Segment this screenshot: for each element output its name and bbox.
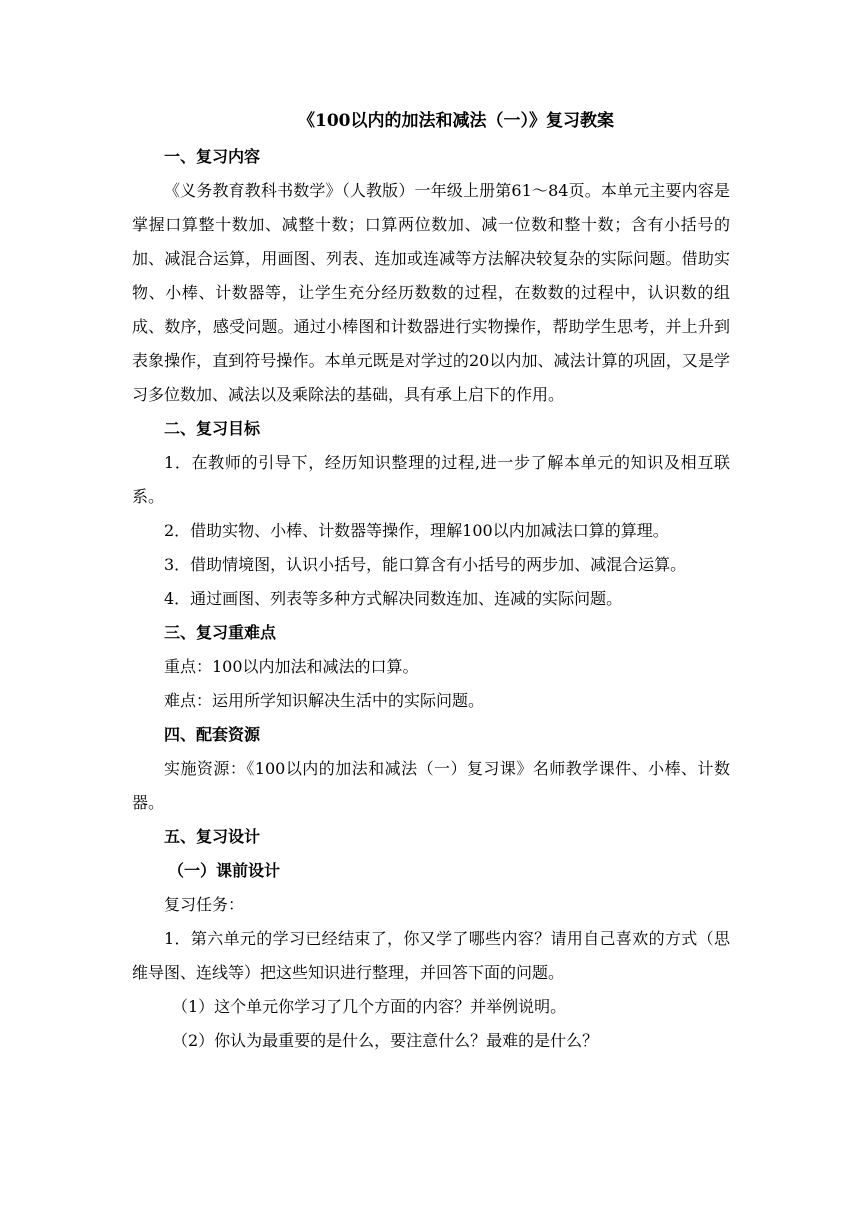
review-question-1: （1）这个单元你学习了几个方面的内容？并举例说明。 — [172, 997, 567, 1016]
document-body — [132, 140, 730, 1058]
goal-item-1: 1．在教师的引导下，经历知识整理的过程,进一步了解本单元的知识及相互联系。 — [132, 453, 730, 506]
document-title: 《100以内的加法和减法（一）》复习教案 — [298, 111, 614, 131]
section-heading-design: 五、复习设计 — [164, 827, 261, 846]
section-heading-key-points: 三、复习重难点 — [164, 623, 277, 642]
review-task-label: 复习任务： — [164, 895, 245, 914]
goal-item-4: 4．通过画图、列表等多种方式解决同数连加、连减的实际问题。 — [164, 589, 623, 608]
goal-item-3: 3．借助情境图，认识小括号，能口算含有小括号的两步加、减混合运算。 — [164, 555, 687, 574]
content-paragraph: 《义务教育教科书数学》（人教版）一年级上册第61～84页。本单元主要内容是掌握口算整十数加、减整十数；口算两位数加、减一位数和整十数；含有小括号的加、减混合运算，用画图、列表、连加或连减等方法解决较复杂的实际问题。借助实物、小棒、计数器等，让学生充分经历数数的过程，在数数的过程中，认识数的组成、数序，感受问题。通过小棒图和计数器进行实物操作，帮助学生思考，并上升到表象操作，直到符号操作。本单元既是对学过的20以内加、减法计算的巩固，又是学习多位数加、减法以及乘除法的基础，具有承上启下的作用。 — [132, 181, 730, 404]
review-question-2: （2）你认为最重要的是什么，要注意什么？最难的是什么？ — [172, 1031, 599, 1050]
section-heading-content: 一、复习内容 — [164, 147, 261, 166]
section-heading-goals: 二、复习目标 — [164, 419, 261, 438]
difficult-point: 难点：运用所学知识解决生活中的实际问题。 — [164, 691, 485, 710]
section-heading-resources: 四、配套资源 — [164, 725, 261, 744]
goal-item-2: 2．借助实物、小棒、计数器等操作，理解100以内加减法口算的算理。 — [164, 521, 669, 540]
resources-paragraph: 实施资源：《100以内的加法和减法（一）复习课》名师教学课件、小棒、计数器。 — [132, 759, 730, 812]
review-task-1: 1．第六单元的学习已经结束了，你又学了哪些内容？请用自己喜欢的方式（思维导图、连线等）把这些知识进行整理，并回答下面的问题。 — [132, 929, 730, 982]
key-point: 重点：100以内加法和减法的口算。 — [164, 657, 419, 676]
subsection-heading-pre-class: （一）课前设计 — [168, 861, 281, 880]
